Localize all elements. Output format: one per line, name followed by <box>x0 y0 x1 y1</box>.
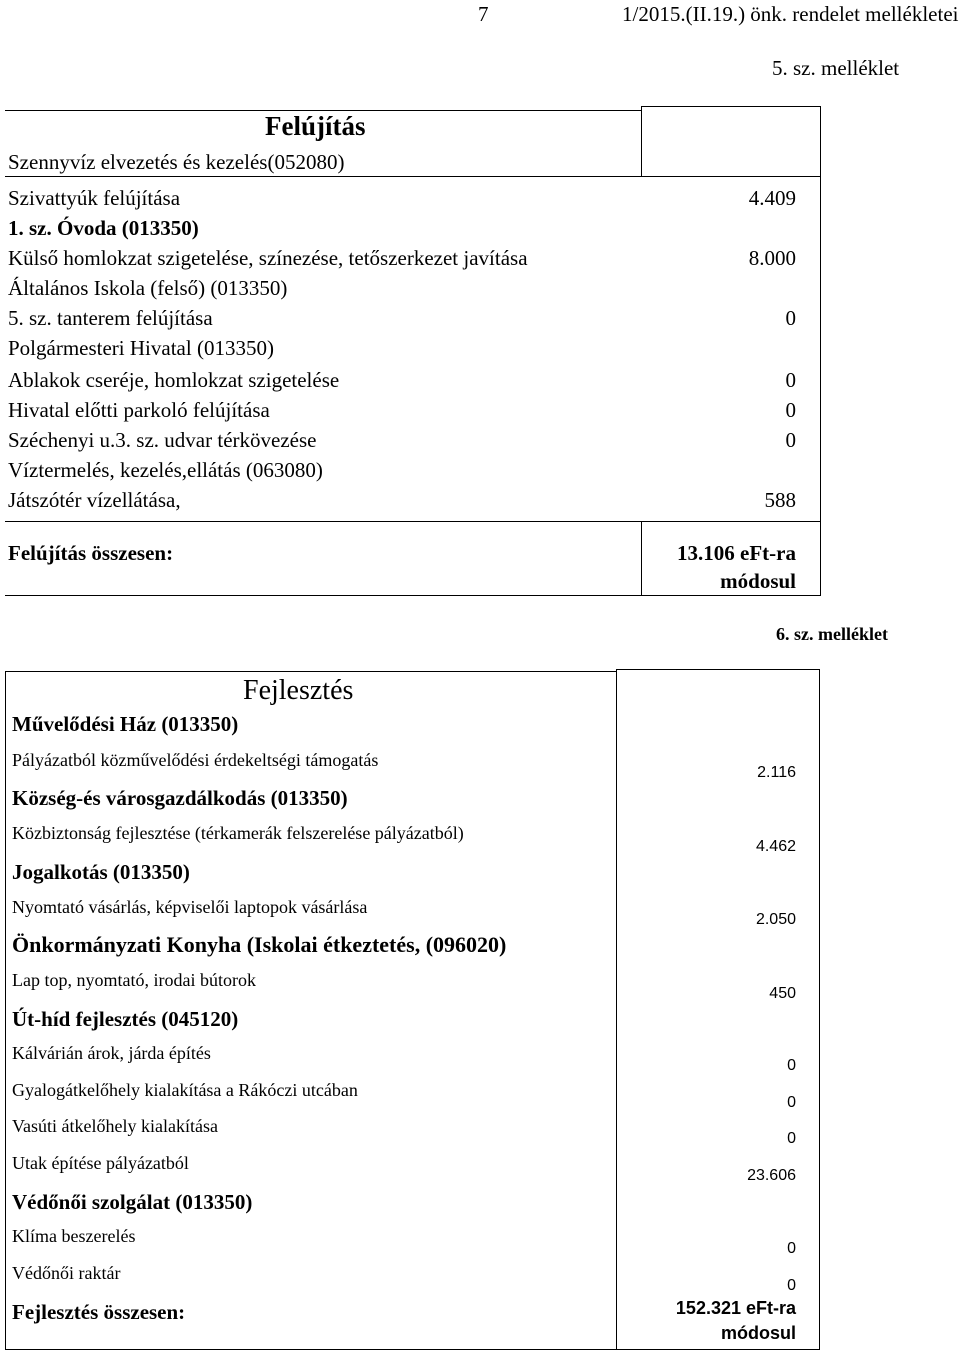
development-total-value: 152.321 eFt-ra <box>675 1298 796 1318</box>
development-item-label: Utak építése pályázatból <box>12 1153 189 1173</box>
renovation-item-label: Külső homlokzat szigetelése, színezése, tetőszerkezet javítása <box>8 246 528 270</box>
renovation-section: Víztermelés, kezelés,ellátás (063080) <box>8 458 323 482</box>
development-section: Művelődési Ház (013350) <box>12 712 239 736</box>
renovation-item-value: 8.000 <box>748 246 796 270</box>
development-section: Út-híd fejlesztés (045120) <box>12 1007 239 1031</box>
renovation-section: 1. sz. Óvoda (013350) <box>8 216 199 240</box>
development-heading: Fejlesztés <box>243 675 354 706</box>
development-item-label: Közbiztonság fejlesztése (térkamerák felszerelése pályázatból) <box>12 823 464 843</box>
renovation-item-label: 5. sz. tanterem felújítása <box>8 306 213 330</box>
development-item-value: 0 <box>787 1057 796 1074</box>
document-title: 1/2015.(II.19.) önk. rendelet mellékletei <box>622 2 959 26</box>
renovation-total-value: 13.106 eFt-ra <box>677 541 796 565</box>
annex-6-text: 6. sz. melléklet <box>776 624 888 644</box>
development-item-label: Lap top, nyomtató, irodai bútorok <box>12 970 256 990</box>
renovation-item-label: Hivatal előtti parkoló felújítása <box>8 398 270 422</box>
development-item-value: 0 <box>787 1277 796 1294</box>
annex-5-label <box>772 56 899 81</box>
development-item-value: 2.050 <box>755 911 796 928</box>
renovation-item-value: 0 <box>785 306 796 330</box>
renovation-item-value: 0 <box>785 368 796 392</box>
renovation-section: Polgármesteri Hivatal (013350) <box>8 336 274 360</box>
development-total-value-suffix: módosul <box>721 1323 796 1343</box>
renovation-section: Szennyvíz elvezetés és kezelés(052080) <box>8 150 345 174</box>
renovation-item-label: Játszótér vízellátása, <box>8 488 181 512</box>
development-section: Védőnői szolgálat (013350) <box>12 1190 253 1214</box>
renovation-item-value: 0 <box>785 398 796 422</box>
renovation-total-label: Felújítás összesen: <box>8 541 174 565</box>
development-section: Önkormányzati Konyha (Iskolai étkeztetés, (096020) <box>12 932 507 957</box>
renovation-total-value-suffix: módosul <box>720 569 796 593</box>
renovation-heading: Felújítás <box>265 111 366 141</box>
development-item-value: 23.606 <box>747 1167 796 1184</box>
development-item-value: 0 <box>787 1094 796 1111</box>
development-item-value: 450 <box>769 985 796 1002</box>
development-item-label: Gyalogátkelőhely kialakítása a Rákóczi utcában <box>12 1080 358 1100</box>
development-item-value: 4.462 <box>755 838 796 855</box>
development-item-label: Klíma beszerelés <box>12 1226 136 1246</box>
development-section: Község-és városgazdálkodás (013350) <box>12 786 348 810</box>
annex-6-label <box>776 624 888 645</box>
renovation-item-value: 588 <box>764 488 796 512</box>
renovation-section: Általános Iskola (felső) (013350) <box>8 276 288 300</box>
renovation-item-value: 4.409 <box>748 186 796 210</box>
development-item-value: 2.116 <box>757 764 796 781</box>
page-number: 7 <box>478 2 489 26</box>
development-section: Jogalkotás (013350) <box>12 860 190 884</box>
development-item-label: Pályázatból közművelődési érdekeltségi támogatás <box>12 750 379 770</box>
renovation-item-value: 0 <box>785 428 796 452</box>
development-item-value: 0 <box>787 1130 796 1147</box>
development-item-label: Kálvárián árok, járda építés <box>12 1043 211 1063</box>
renovation-item-label: Széchenyi u.3. sz. udvar térkövezése <box>8 428 317 452</box>
development-item-label: Vasúti átkelőhely kialakítása <box>12 1116 218 1136</box>
annex-5-text: 5. sz. melléklet <box>772 56 900 80</box>
development-item-label: Nyomtató vásárlás, képviselői laptopok vásárlása <box>12 897 368 917</box>
development-total-label: Fejlesztés összesen: <box>12 1300 186 1324</box>
development-item-value: 0 <box>787 1240 796 1257</box>
development-item-label: Védőnői raktár <box>12 1263 121 1283</box>
renovation-item-label: Szivattyúk felújítása <box>8 186 181 210</box>
renovation-item-label: Ablakok cseréje, homlokzat szigetelése <box>8 368 340 392</box>
